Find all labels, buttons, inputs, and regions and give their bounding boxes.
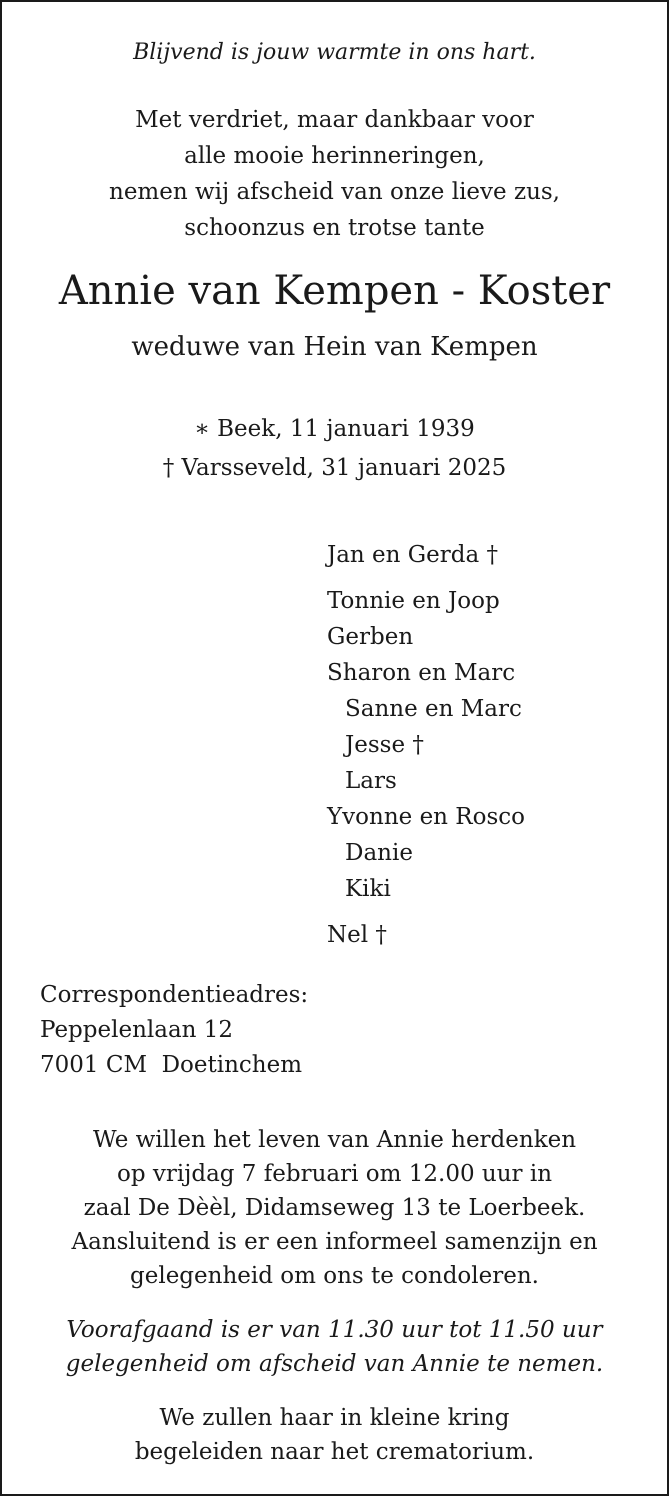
correspondence-label: Correspondentieadres:: [40, 982, 309, 1008]
family-member: Gerben: [327, 624, 414, 650]
motto: Blijvend is jouw warmte in ons hart.: [133, 40, 536, 65]
correspondence-city: 7001 CM Doetinchem: [40, 1052, 303, 1078]
memorial-text: [2, 1123, 667, 1293]
memorial-line: op vrijdag 7 februari om 12.00 uur in: [116, 1161, 553, 1187]
intro-line: Met verdriet, maar dankbaar voor: [135, 107, 534, 133]
memorial-line: gelegenheid om ons te condoleren.: [130, 1263, 539, 1289]
intro-line: alle mooie herinneringen,: [184, 143, 485, 169]
widow-of: weduwe van Hein van Kempen: [131, 332, 538, 362]
correspondence-street: Peppelenlaan 12: [40, 1017, 234, 1043]
family-member: Yvonne en Rosco: [327, 804, 526, 830]
family-member-child: Jesse †: [345, 732, 424, 758]
family-list: [327, 537, 525, 953]
family-member-child: Danie: [345, 840, 413, 866]
family-member: Jan en Gerda †: [327, 542, 499, 568]
family-member: Sharon en Marc: [327, 660, 516, 686]
viewing-text: [2, 1313, 667, 1381]
memorial-line: Aansluitend is er een informeel samenzijn en: [71, 1229, 598, 1255]
intro-line: nemen wij afscheid van onze lieve zus,: [109, 179, 560, 205]
death-line: † Varsseveld, 31 januari 2025: [162, 455, 507, 481]
closing-line: We zullen haar in kleine kring: [159, 1405, 510, 1431]
viewing-line: gelegenheid om afscheid van Annie te nemen.: [65, 1351, 604, 1377]
family-member-child: Kiki: [345, 876, 391, 902]
memorial-line: zaal De Dèèl, Didamseweg 13 te Loerbeek.: [83, 1195, 586, 1221]
family-member-child: Lars: [345, 768, 397, 794]
correspondence-address: [40, 978, 308, 1083]
intro-text: [2, 102, 667, 246]
deceased-name: Annie van Kempen - Koster: [58, 268, 611, 314]
family-member-child: Sanne en Marc: [345, 696, 522, 722]
family-member: Tonnie en Joop: [327, 588, 500, 614]
viewing-line: Voorafgaand is er van 11.30 uur tot 11.50 uur: [66, 1317, 603, 1343]
closing-line: begeleiden naar het crematorium.: [134, 1439, 535, 1465]
closing-text: [2, 1401, 667, 1469]
family-member: Nel †: [327, 922, 387, 948]
intro-line: schoonzus en trotse tante: [184, 215, 485, 241]
memorial-line: We willen het leven van Annie herdenken: [92, 1127, 577, 1153]
birth-line: ∗ Beek, 11 januari 1939: [194, 416, 475, 442]
